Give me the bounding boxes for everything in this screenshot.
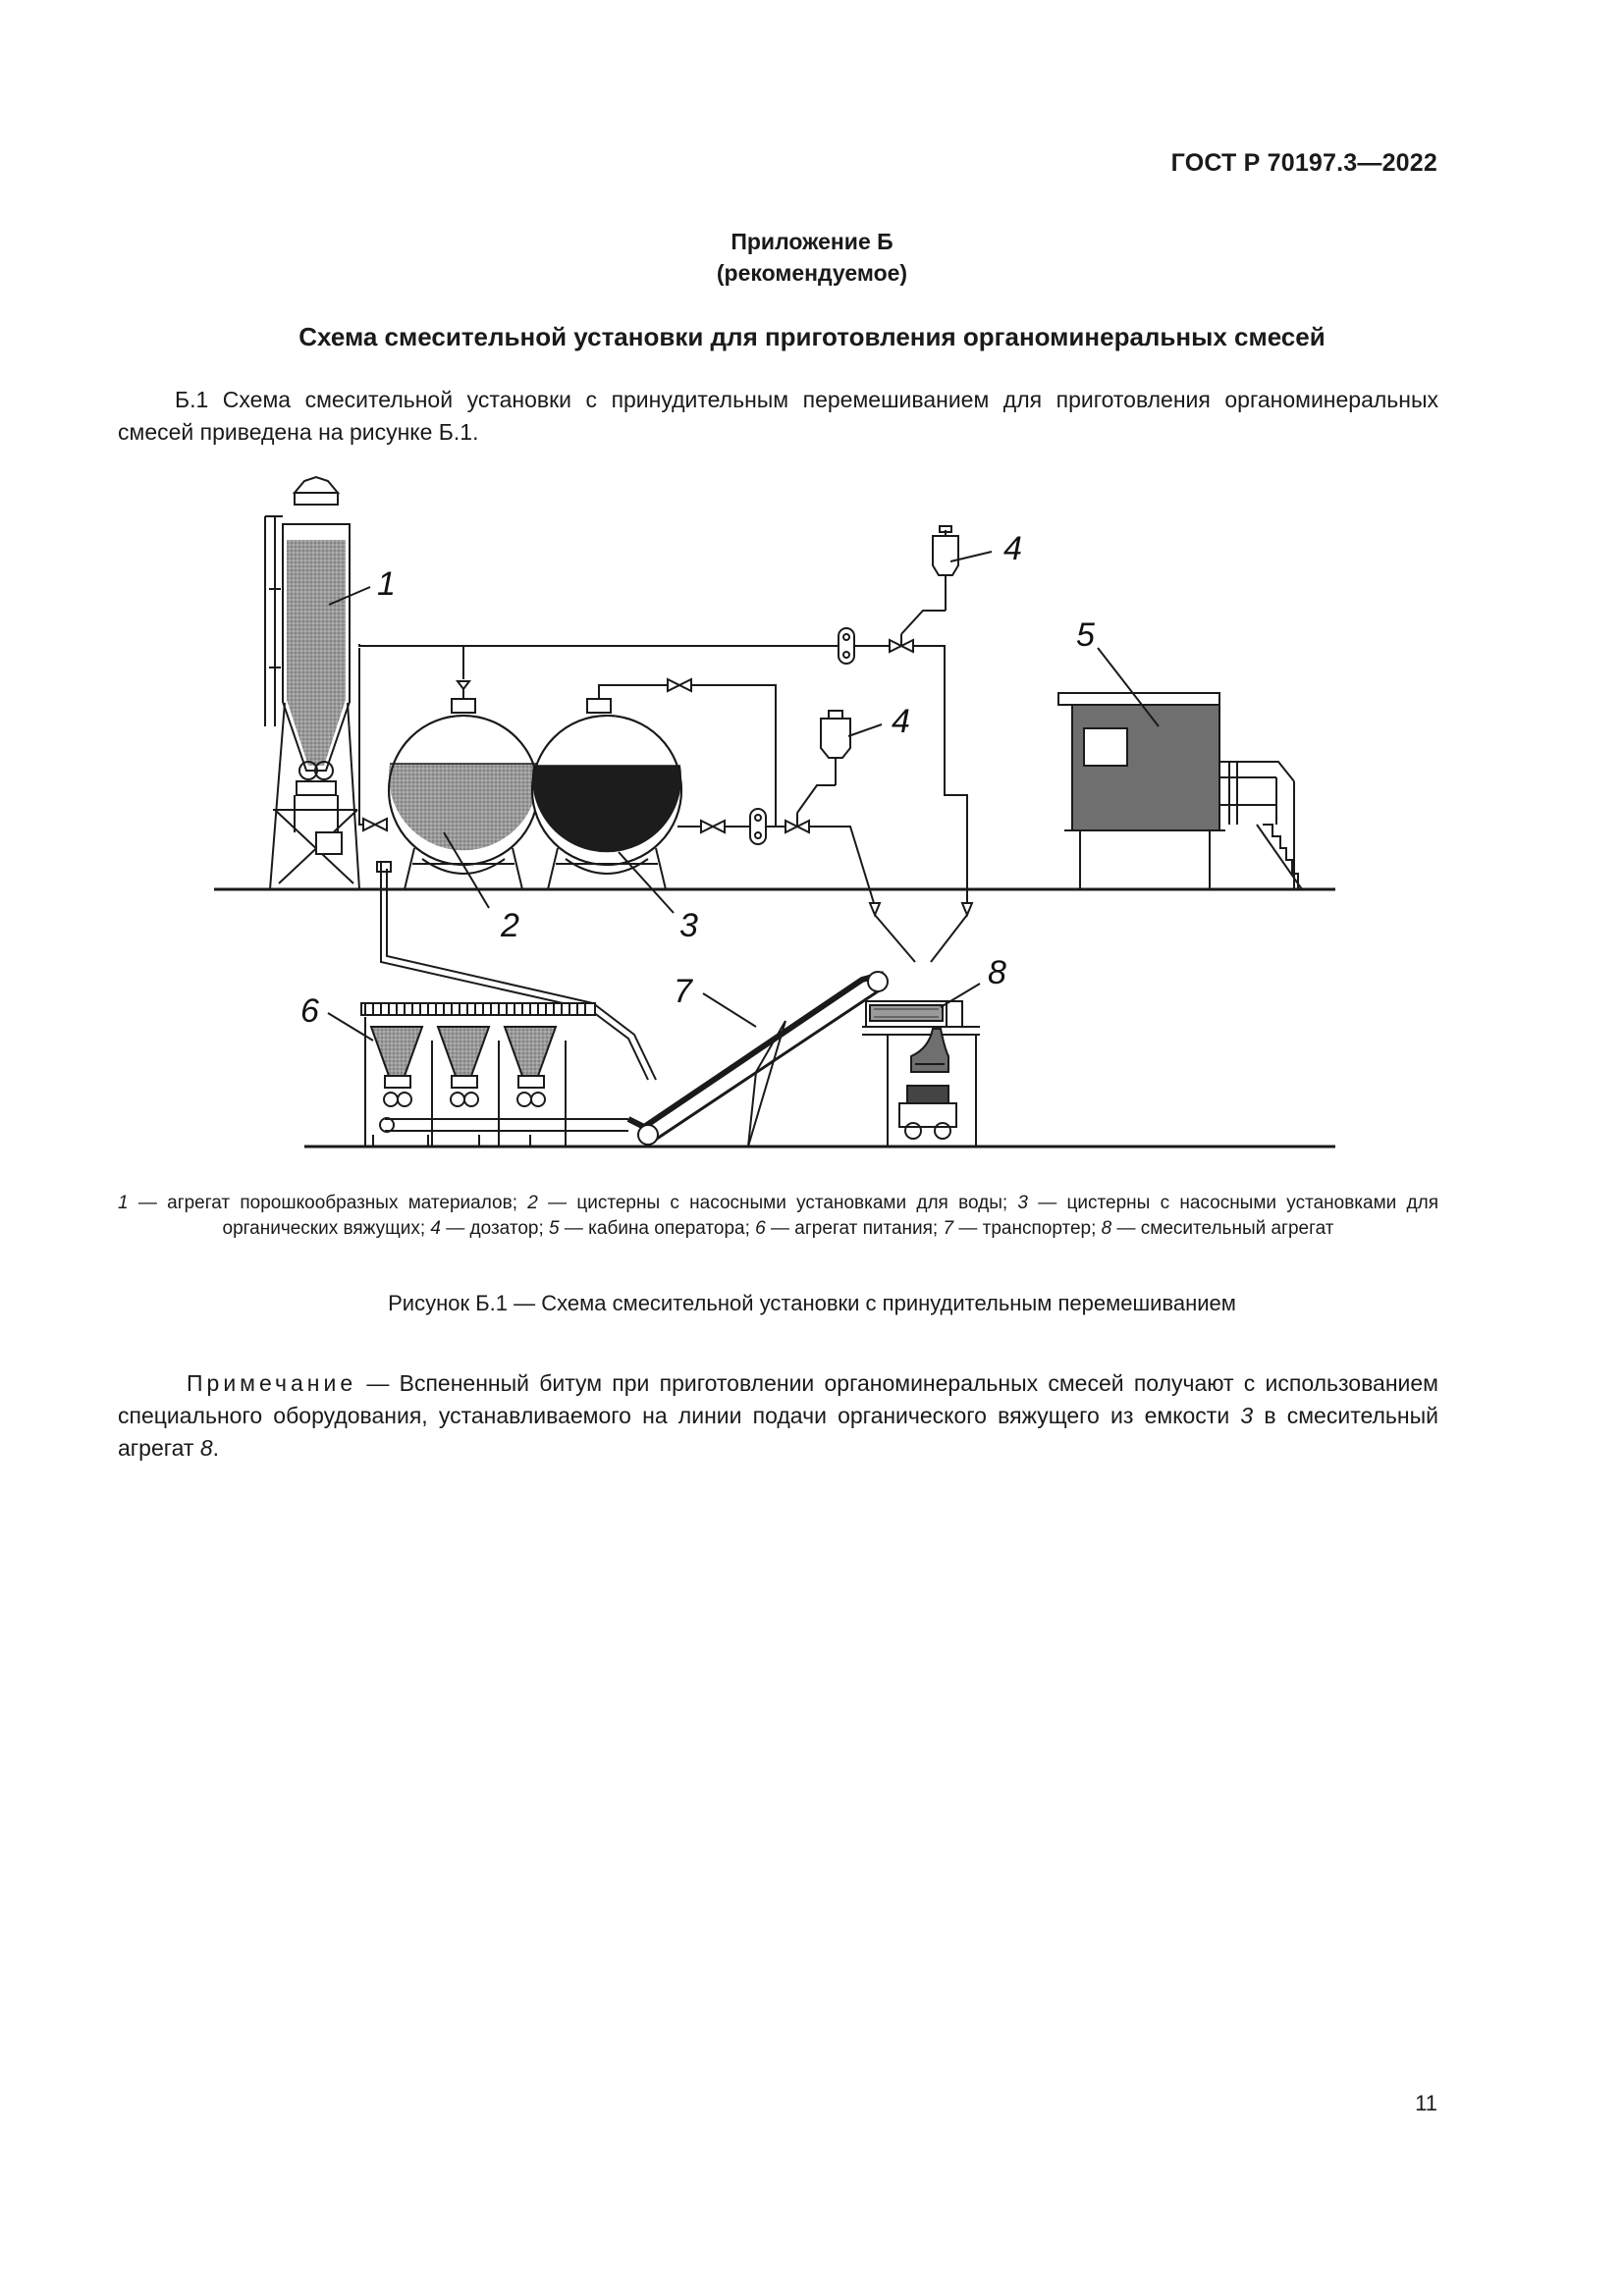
- conveyor: [628, 972, 888, 1147]
- label-6: 6: [300, 992, 319, 1030]
- legend-num-3: 3: [1017, 1193, 1028, 1213]
- legend-num-6: 6: [755, 1218, 766, 1239]
- leader-6: [328, 1013, 373, 1041]
- dosator-top: [901, 526, 958, 634]
- figure-legend: [118, 1191, 1438, 1242]
- note-ref-8: 8: [199, 1435, 213, 1461]
- legend-num-7: 7: [943, 1218, 954, 1239]
- legend-text-4: — дозатор;: [440, 1218, 550, 1239]
- legend-text-2: — цистерны с насосными установками для воды;: [537, 1193, 1018, 1213]
- leader-7: [703, 993, 756, 1027]
- legend-text-1: — агрегат порошкообразных материалов;: [128, 1193, 528, 1213]
- label-4-middle: 4: [892, 703, 910, 740]
- note-ref-3: 3: [1240, 1403, 1254, 1428]
- page-number: 11: [1415, 2091, 1437, 2115]
- label-2: 2: [501, 907, 519, 944]
- mixing-plant-diagram: [0, 471, 1624, 1178]
- legend-num-1: 1: [118, 1193, 129, 1213]
- label-7: 7: [674, 973, 692, 1010]
- document-id: ГОСТ Р 70197.3—2022: [1170, 149, 1437, 177]
- note-paragraph: [118, 1367, 1438, 1465]
- label-8: 8: [988, 954, 1006, 991]
- legend-text-5: — кабина оператора;: [559, 1218, 756, 1239]
- legend-num-4: 4: [430, 1218, 441, 1239]
- powder-silo: [265, 477, 359, 889]
- appendix-status: (рекомендуемое): [716, 260, 908, 286]
- legend-text-3: — цистерны с насосными установками для органических вяжущих;: [222, 1193, 1438, 1239]
- legend-num-5: 5: [549, 1218, 560, 1239]
- water-tank: [389, 646, 538, 889]
- feeder-unit: [361, 1003, 628, 1147]
- note-text-1: — Вспененный битум при приготовлении органоминеральных смесей получают с использованием специального оборудования, устанавливаемого на линии подачи органического вяжущего из емкости: [118, 1370, 1438, 1428]
- section-title: Схема смесительной установки для приготовления органоминеральных смесей: [298, 322, 1326, 351]
- legend-text-6: — агрегат питания;: [765, 1218, 944, 1239]
- note-label: Примечание: [187, 1370, 357, 1396]
- figure-caption: Рисунок Б.1 — Схема смесительной установки с принудительным перемешиванием: [388, 1291, 1236, 1315]
- legend-num-2: 2: [527, 1193, 538, 1213]
- label-4-top: 4: [1003, 530, 1022, 567]
- operator-cabin: [1058, 693, 1302, 889]
- label-1: 1: [377, 565, 396, 603]
- label-3: 3: [679, 907, 698, 944]
- leader-4b: [848, 724, 882, 736]
- dosator-middle: [797, 711, 850, 813]
- leader-8: [941, 984, 980, 1007]
- mixing-unit: [862, 1001, 980, 1147]
- appendix-title: Приложение Б: [731, 229, 893, 254]
- intro-paragraph: Б.1 Схема смесительной установки с принудительным перемешиванием для приготовления органоминеральных смесей приведена на рисунке Б.1.: [118, 387, 1438, 445]
- label-5: 5: [1076, 616, 1095, 654]
- legend-num-8: 8: [1101, 1218, 1112, 1239]
- note-text-3: .: [212, 1435, 220, 1461]
- note-text-2: в смесительный агрегат: [118, 1403, 1438, 1461]
- legend-text-8: — смесительный агрегат: [1111, 1218, 1334, 1239]
- bitumen-tank: [532, 699, 681, 889]
- legend-text-7: — транспортер;: [953, 1218, 1102, 1239]
